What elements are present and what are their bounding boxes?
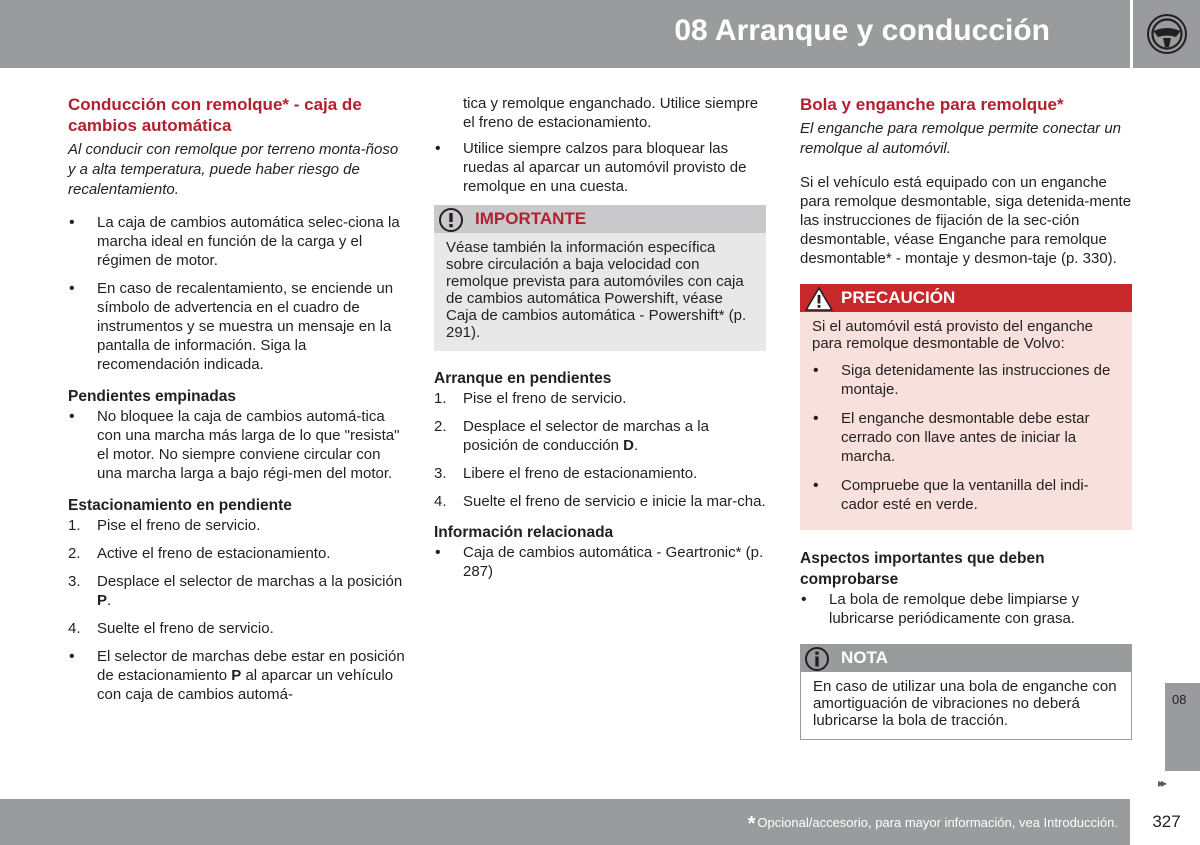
item-text: El selector de marchas debe estar en posición de estacionamiento (97, 648, 405, 684)
list-item: • El enganche desmontable debe estar cerrado con llave antes de iniciar la marcha. (812, 409, 1120, 466)
numbered-list (68, 516, 406, 638)
subheading-checks: Aspectos importantes que deben comprobarse (800, 550, 1045, 588)
caution-label: PRECAUCIÓN (841, 288, 956, 307)
step-text: Libere el freno de estacionamiento. (463, 465, 698, 482)
step-number: 4. (434, 493, 447, 510)
step-number: 1. (68, 517, 81, 534)
step-number: 2. (434, 418, 447, 435)
note-label: NOTA (841, 648, 888, 667)
footer-note (748, 813, 1118, 836)
paragraph: Si el vehículo está equipado con un enganche para remolque desmontable, siga detenida-mente las instrucciones de fijación de la sec-ción desmontable, véase Enganche para remolque desmontable* - montaje y desmon-taje (p. 330). (800, 174, 1132, 267)
footer-text: Opcional/accesorio, para mayor información, vea Introducción. (757, 815, 1118, 830)
list-item (68, 619, 406, 638)
important-box (434, 205, 766, 351)
bullet-list (812, 361, 1120, 514)
note-box (800, 644, 1132, 740)
intro-text: Al conducir con remolque por terreno monta-ñoso y a alta temperatura, puede haber riesgo de recalentamiento. (68, 141, 399, 198)
page-number: 327 (1152, 812, 1181, 831)
column-3 (800, 94, 1132, 740)
section-title-towbar: Bola y enganche para remolque* (800, 95, 1064, 114)
header-icon-box (1133, 0, 1200, 68)
note-box-header (800, 644, 1132, 672)
step-text: Pise el freno de servicio. (463, 390, 627, 407)
step-text: Suelte el freno de servicio e inicie la mar-cha. (463, 493, 766, 510)
step-number: 4. (68, 620, 81, 637)
step-text: Desplace el selector de marchas a la posición de conducción (463, 418, 709, 454)
important-label: IMPORTANTE (475, 209, 587, 228)
subheading-hill-start: Arranque en pendientes (434, 370, 612, 387)
caution-text: Si el automóvil está provisto del enganche para remolque desmontable de Volvo: (812, 318, 1094, 352)
subheading-steep-slopes: Pendientes empinadas (68, 388, 236, 405)
gear-letter: P (97, 592, 108, 609)
asterisk: * (747, 813, 756, 835)
subheading-related-info: Información relacionada (434, 524, 614, 541)
list-item: • La bola de remolque debe limpiarse y lubricarse periódicamente con grasa. (800, 590, 1132, 628)
list-item: • La caja de cambios automática selec-ciona la marcha ideal en función de la carga y el régimen de motor. (68, 213, 406, 270)
gear-letter: D (623, 437, 634, 454)
list-item: • Utilice siempre calzos para bloquear las ruedas al aparcar un automóvil provisto de remolque en una cuesta. (434, 139, 766, 196)
step-number: 1. (434, 390, 447, 407)
subheading-parking-slope: Estacionamiento en pendiente (68, 497, 292, 514)
note-text: En caso de utilizar una bola de enganche con amortiguación de vibraciones no deberá lubricarse la bola de tracción. (800, 672, 1132, 740)
step-text: Suelte el freno de servicio. (97, 620, 274, 637)
column-2 (434, 94, 766, 590)
info-icon (804, 646, 830, 672)
list-item (434, 464, 766, 483)
intro-text: El enganche para remolque permite conectar un remolque al automóvil. (800, 120, 1122, 157)
important-box-header (434, 205, 766, 233)
chapter-tab-number: 08 (1172, 692, 1187, 707)
step-text: Pise el freno de servicio. (97, 517, 261, 534)
bullet-list (68, 407, 406, 483)
list-item (434, 389, 766, 408)
important-text: Véase también la información específica sobre circulación a baja velocidad con remolque prevista para automóviles con caja de cambios automática Powershift, véase Caja de cambios automática - Powershift* (p. 291). (434, 233, 766, 351)
list-item: • Compruebe que la ventanilla del indi-cador esté en verde. (812, 476, 1120, 514)
gear-letter: P (231, 667, 242, 684)
caution-box-header (800, 284, 1132, 312)
list-item: • No bloquee la caja de cambios automá-tica con una marcha más larga de lo que "resista" el motor. No siempre conviene circular con una marcha larga a bajo régi-men del motor. (68, 407, 406, 483)
step-number: 2. (68, 545, 81, 562)
chapter-title: 08 Arranque y conducción (674, 14, 1050, 47)
header-bar (0, 0, 1130, 68)
bullet-list (68, 213, 406, 374)
list-item (68, 647, 406, 704)
caution-body (800, 312, 1132, 530)
continue-arrows-icon: ▸▸ (1158, 776, 1165, 790)
step-number: 3. (68, 573, 81, 590)
list-item: • En caso de recalentamiento, se enciende un símbolo de advertencia en el cuadro de instrumentos y se muestra un mensaje en la pantalla de información. Siga la recomendación indicada. (68, 279, 406, 374)
list-item (434, 492, 766, 511)
step-text-end: . (633, 437, 639, 454)
list-item (68, 572, 406, 610)
column-1 (68, 94, 406, 713)
caution-box (800, 284, 1132, 530)
bullet-list (434, 543, 766, 581)
step-text: Active el freno de estacionamiento. (97, 545, 331, 562)
list-item: • Siga detenidamente las instrucciones de montaje. (812, 361, 1120, 399)
step-text: Desplace el selector de marchas a la posición (97, 573, 403, 590)
step-number: 3. (434, 465, 447, 482)
list-item (68, 516, 406, 535)
warning-triangle-icon (804, 286, 834, 312)
section-title-towing-automatic: Conducción con remolque* - caja de cambios automática (68, 95, 362, 135)
list-item (68, 544, 406, 563)
chapter-tab (1165, 683, 1200, 771)
related-link[interactable]: • Caja de cambios automática - Geartronic* (p. 287) (434, 543, 766, 581)
exclamation-icon (438, 207, 464, 233)
steering-wheel-icon (1146, 13, 1188, 55)
bullet-list (800, 590, 1132, 628)
bullet-list (68, 647, 406, 704)
continued-text: tica y remolque enganchado. Utilice siempre el freno de estacionamiento. (463, 95, 759, 131)
numbered-list (434, 389, 766, 511)
item-text-end: al aparcar un vehículo con caja de cambios automá- (97, 667, 394, 703)
footer-bar (0, 799, 1130, 845)
step-text-end: . (107, 592, 112, 609)
bullet-list (434, 139, 766, 196)
list-item (434, 417, 766, 455)
